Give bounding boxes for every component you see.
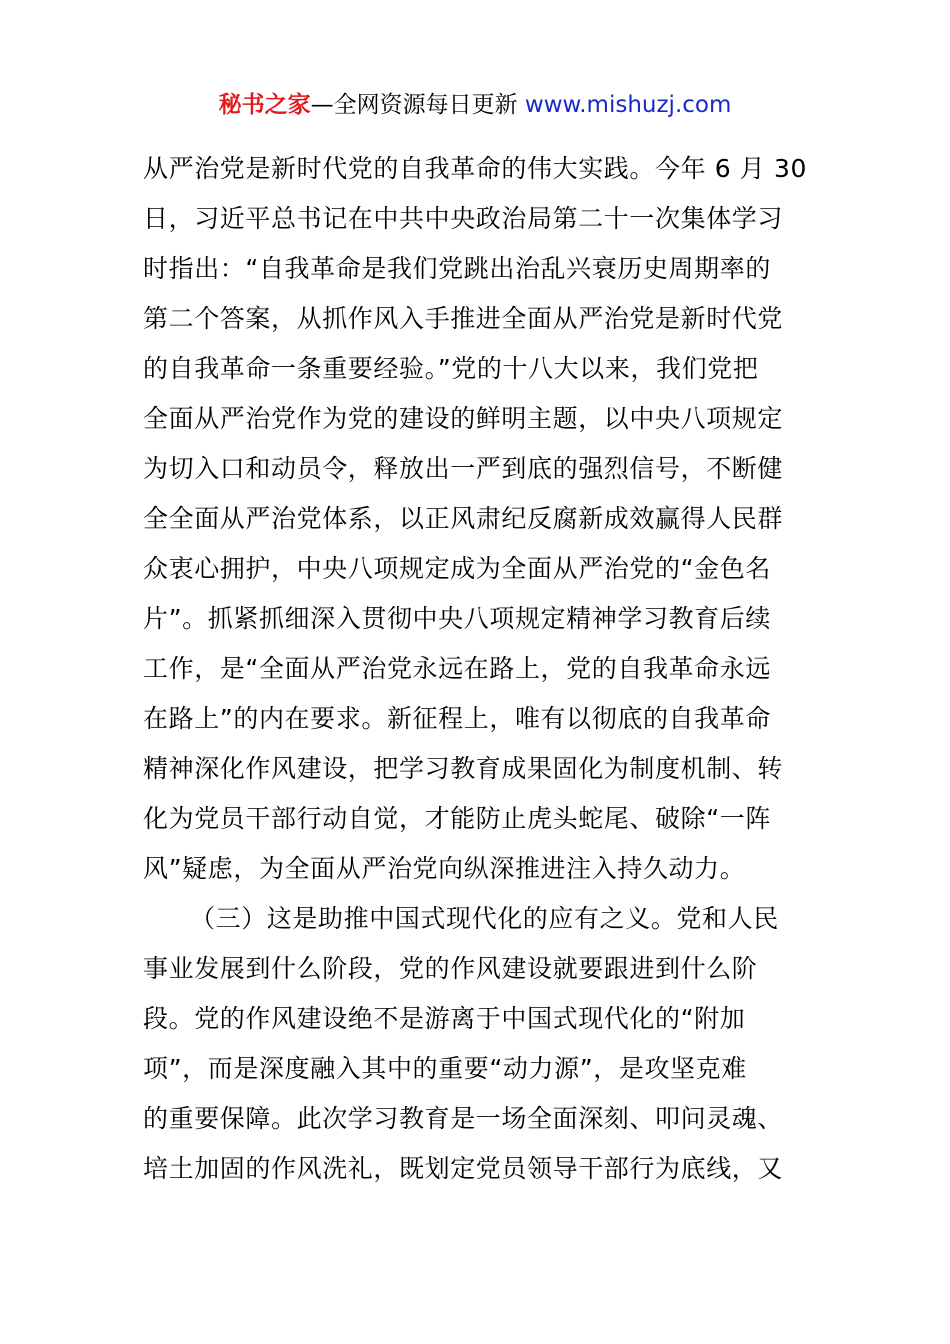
text-line: 在路上”的内在要求。新征程上，唯有以彻底的自我革命: [143, 704, 771, 733]
text-line: 风”疑虑，为全面从严治党向纵深推进注入持久动力。: [143, 854, 746, 883]
text-line: 第二个答案，从抓作风入手推进全面从严治党是新时代党: [143, 304, 784, 333]
text-line: 从严治党是新时代党的自我革命的伟大实践。今年 6 月 30: [143, 154, 807, 183]
text-line: 的重要保障。此次学习教育是一场全面深刻、叩问灵魂、: [143, 1104, 784, 1133]
text-line: 全面从严治党作为党的建设的鲜明主题，以中央八项规定: [143, 404, 784, 433]
site-url-link[interactable]: www.mishuzj.com: [524, 92, 732, 118]
text-line: 的自我革命一条重要经验。”党的十八大以来，我们党把: [143, 354, 759, 383]
text-line: 片”。抓紧抓细深入贯彻中央八项规定精神学习教育后续: [143, 604, 771, 633]
text-line: 时指出：“自我革命是我们党跳出治乱兴衰历史周期率的: [143, 254, 771, 283]
text-line: 培土加固的作风洗礼，既划定党员领导干部行为底线，又: [143, 1154, 784, 1183]
text-line: 日，习近平总书记在中共中央政治局第二十一次集体学习: [143, 204, 784, 233]
text-line: 全全面从严治党体系，以正风肃纪反腐新成效赢得人民群: [143, 504, 784, 533]
text-line: 工作，是“全面从严治党永远在路上，党的自我革命永远: [143, 654, 771, 683]
document-body: [143, 144, 811, 1194]
text-line: 项”，而是深度融入其中的重要“动力源”，是攻坚克难: [143, 1054, 747, 1083]
text-line: 众衷心拥护，中央八项规定成为全面从严治党的“金色名: [143, 554, 771, 583]
site-header: [0, 88, 950, 122]
site-tagline: —全网资源每日更新: [310, 92, 525, 118]
text-line: 精神深化作风建设，把学习教育成果固化为制度机制、转: [143, 754, 784, 783]
text-line: 事业发展到什么阶段，党的作风建设就要跟进到什么阶: [143, 954, 758, 983]
text-line: 段。党的作风建设绝不是游离于中国式现代化的“附加: [143, 1004, 746, 1033]
section-heading-line: （三）这是助推中国式现代化的应有之义。党和人民: [190, 904, 779, 933]
site-brand: 秘书之家: [218, 92, 311, 118]
text-line: 化为党员干部行动自觉，才能防止虎头蛇尾、破除“一阵: [143, 804, 771, 833]
text-line: 为切入口和动员令，释放出一严到底的强烈信号，不断健: [143, 454, 784, 483]
